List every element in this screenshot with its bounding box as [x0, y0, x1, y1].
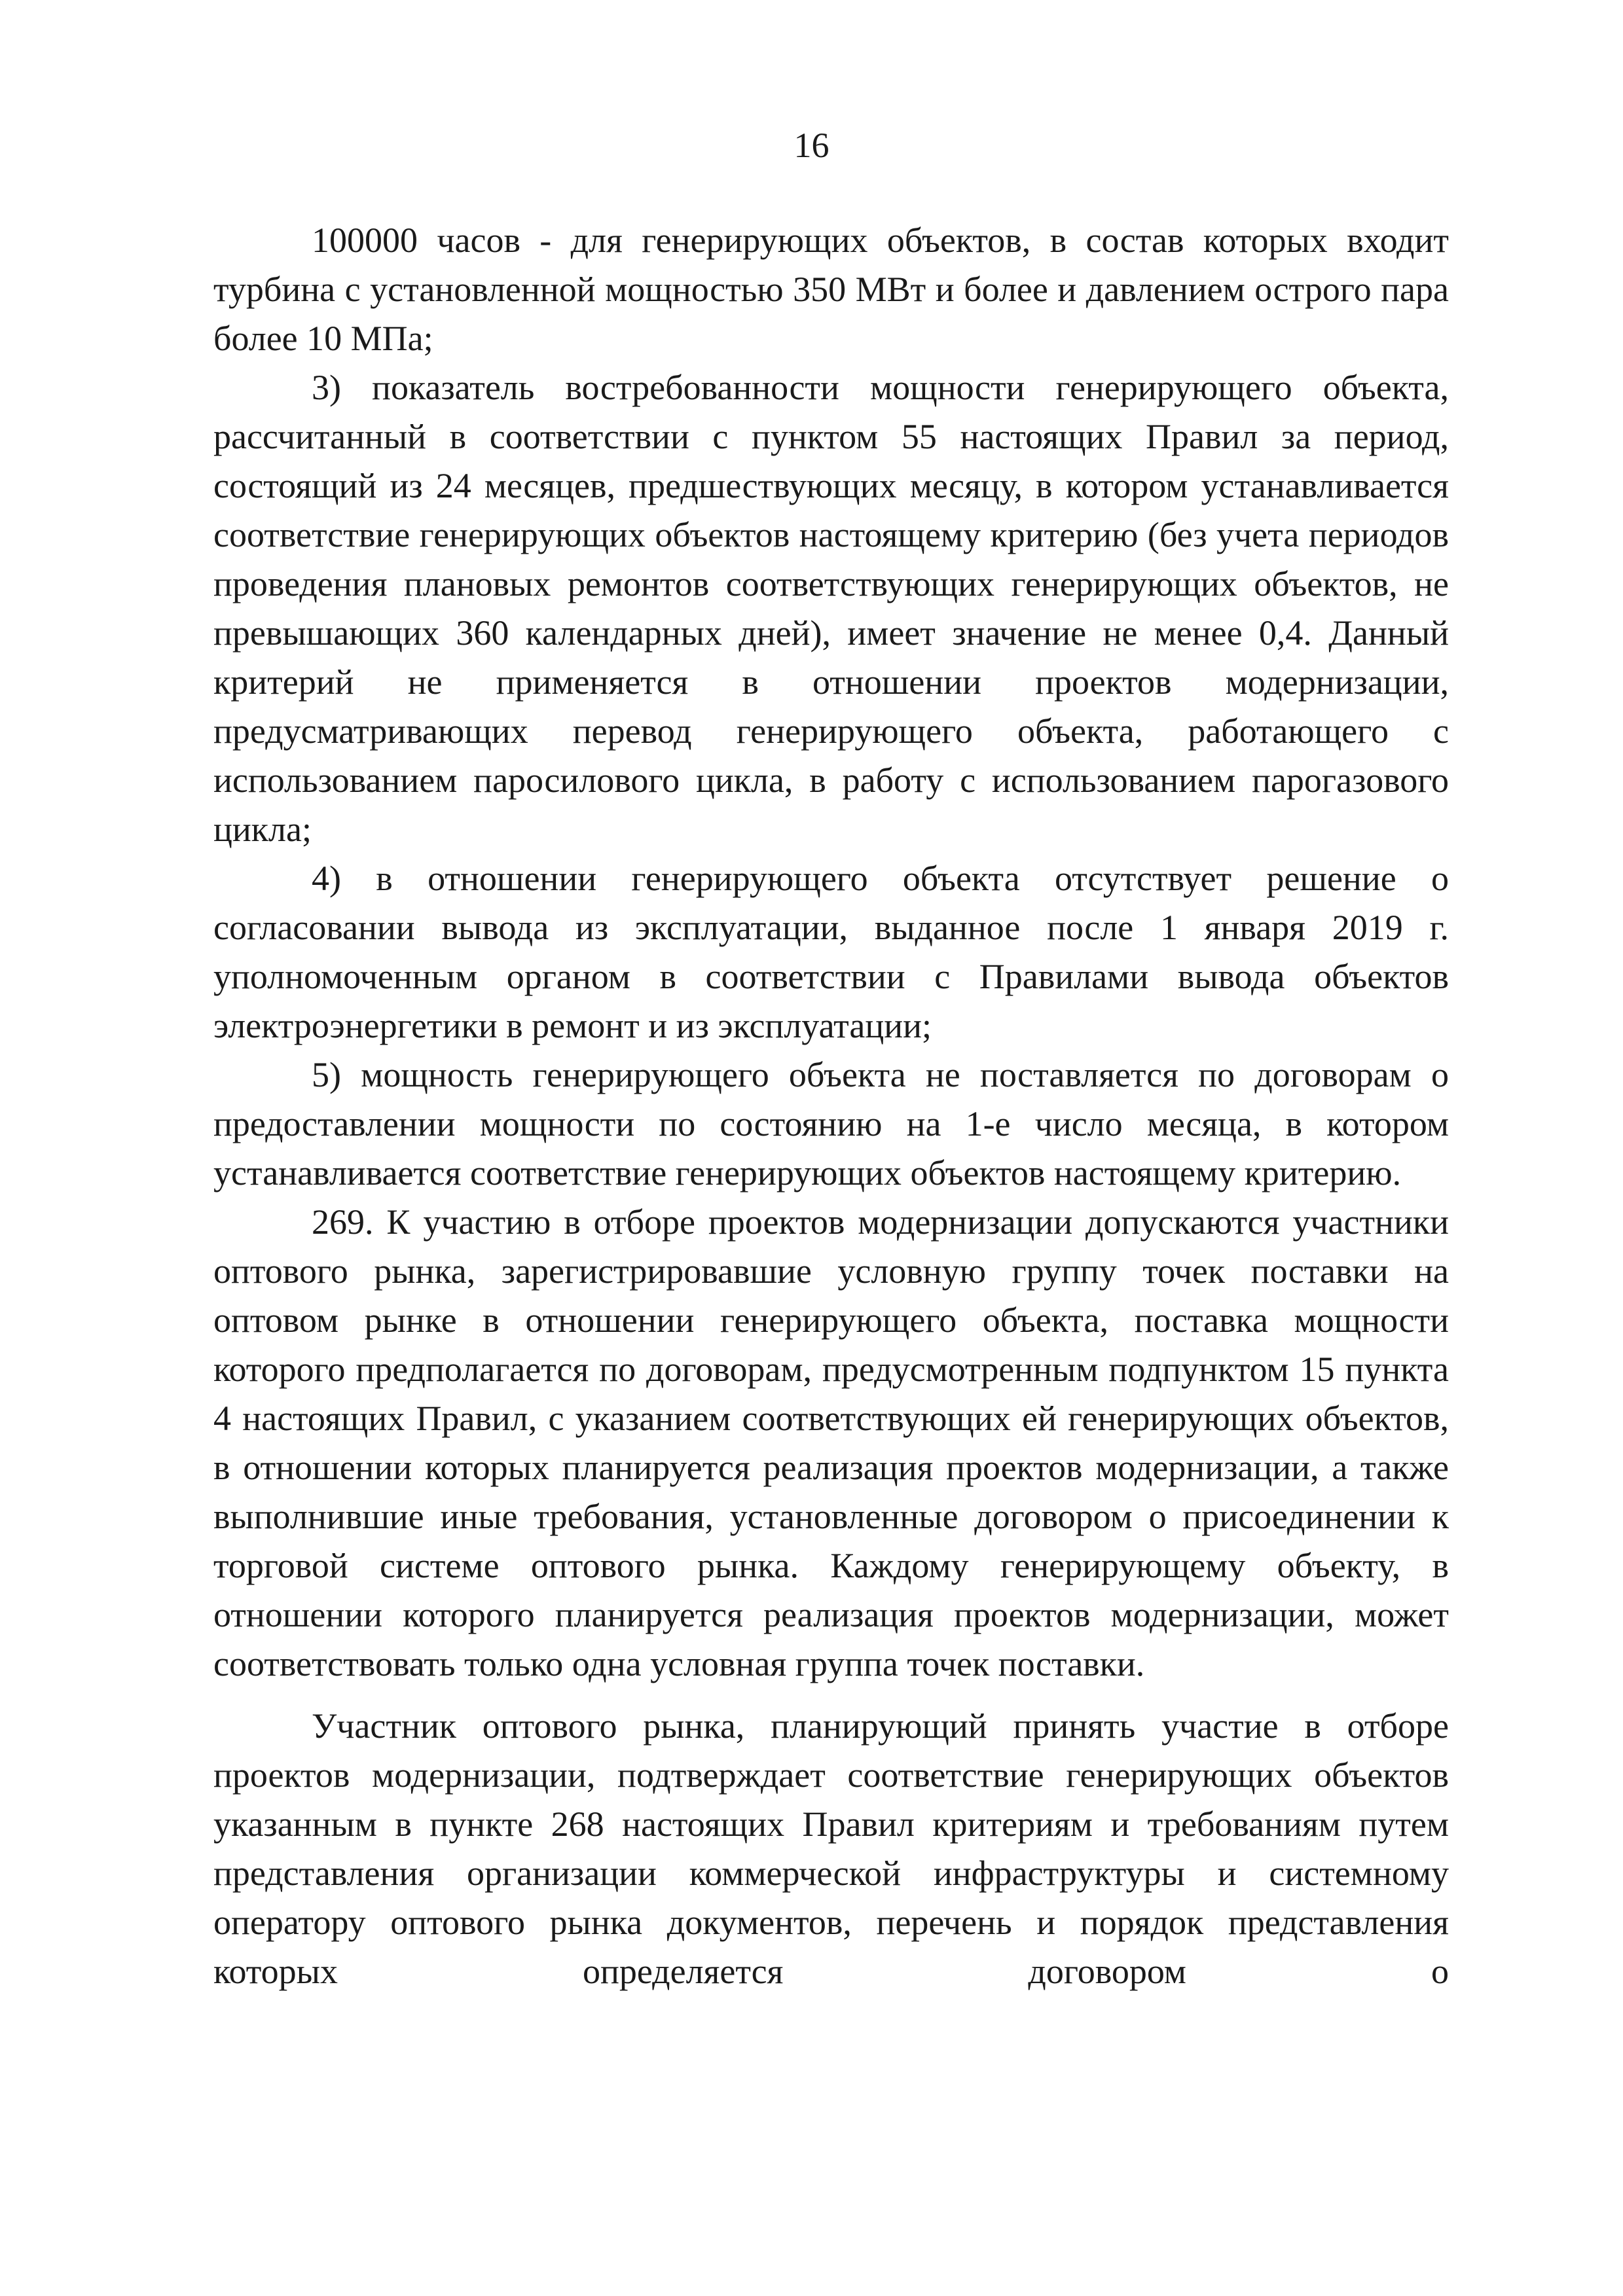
document-body — [213, 216, 1449, 1996]
paragraph-item-4: 4) в отношении генерирующего объекта отсутствует решение о согласовании вывода из эксплуатации, выданное после 1 января 2019 г. уполномоченным органом в соответствии с Правилами вывода объектов электроэнергетики в ремонт и из эксплуатации; — [213, 859, 1449, 1045]
paragraph-hours-criterion: 100000 часов - для генерирующих объектов, в состав которых входит турбина с установленной мощностью 350 МВт и более и давлением острого пара более 10 МПа; — [213, 221, 1449, 358]
paragraph-item-3: 3) показатель востребованности мощности генерирующего объекта, рассчитанный в соответствии с пунктом 55 настоящих Правил за период, состоящий из 24 месяцев, предшествующих месяцу, в котором устанавливается соответствие генерирующих объектов настоящему критерию (без учета периодов проведения плановых ремонтов соответствующих генерирующих объектов, не превышающих 360 календарных дней), имеет значение не менее 0,4. Данный критерий не применяется в отношении проектов модернизации, предусматривающих перевод генерирующего объекта, работающего с использованием паросилового цикла, в работу с использованием парогазового цикла; — [213, 368, 1449, 849]
paragraph-item-5: 5) мощность генерирующего объекта не поставляется по договорам о предоставлении мощности по состоянию на 1-е число месяца, в котором устанавливается соответствие генерирующих объектов настоящему критерию. — [213, 1055, 1449, 1193]
paragraph-participant: Участник оптового рынка, планирующий принять участие в отборе проектов модернизации, подтверждает соответствие генерирующих объектов указанным в пункте 268 настоящих Правил критериям и требованиям путем представления организации коммерческой инфраструктуры и системному оператору оптового рынка документов, перечень и порядок представления которых определяется договором о — [213, 1706, 1449, 1991]
page-number: 16 — [793, 126, 830, 165]
paragraph-269: 269. К участию в отборе проектов модернизации допускаются участники оптового рынка, зарегистрировавшие условную группу точек поставки на оптовом рынке в отношении генерирующего объекта, поставка мощности которого предполагается по договорам, предусмотренным подпунктом 15 пункта 4 настоящих Правил, с указанием соответствующих ей генерирующих объектов, в отношении которых планируется реализация проектов модернизации, а также выполнившие иные требования, установленные договором о присоединении к торговой системе оптового рынка. Каждому генерирующему объекту, в отношении которого планируется реализация проектов модернизации, может соответствовать только одна условная группа точек поставки. — [213, 1202, 1449, 1683]
